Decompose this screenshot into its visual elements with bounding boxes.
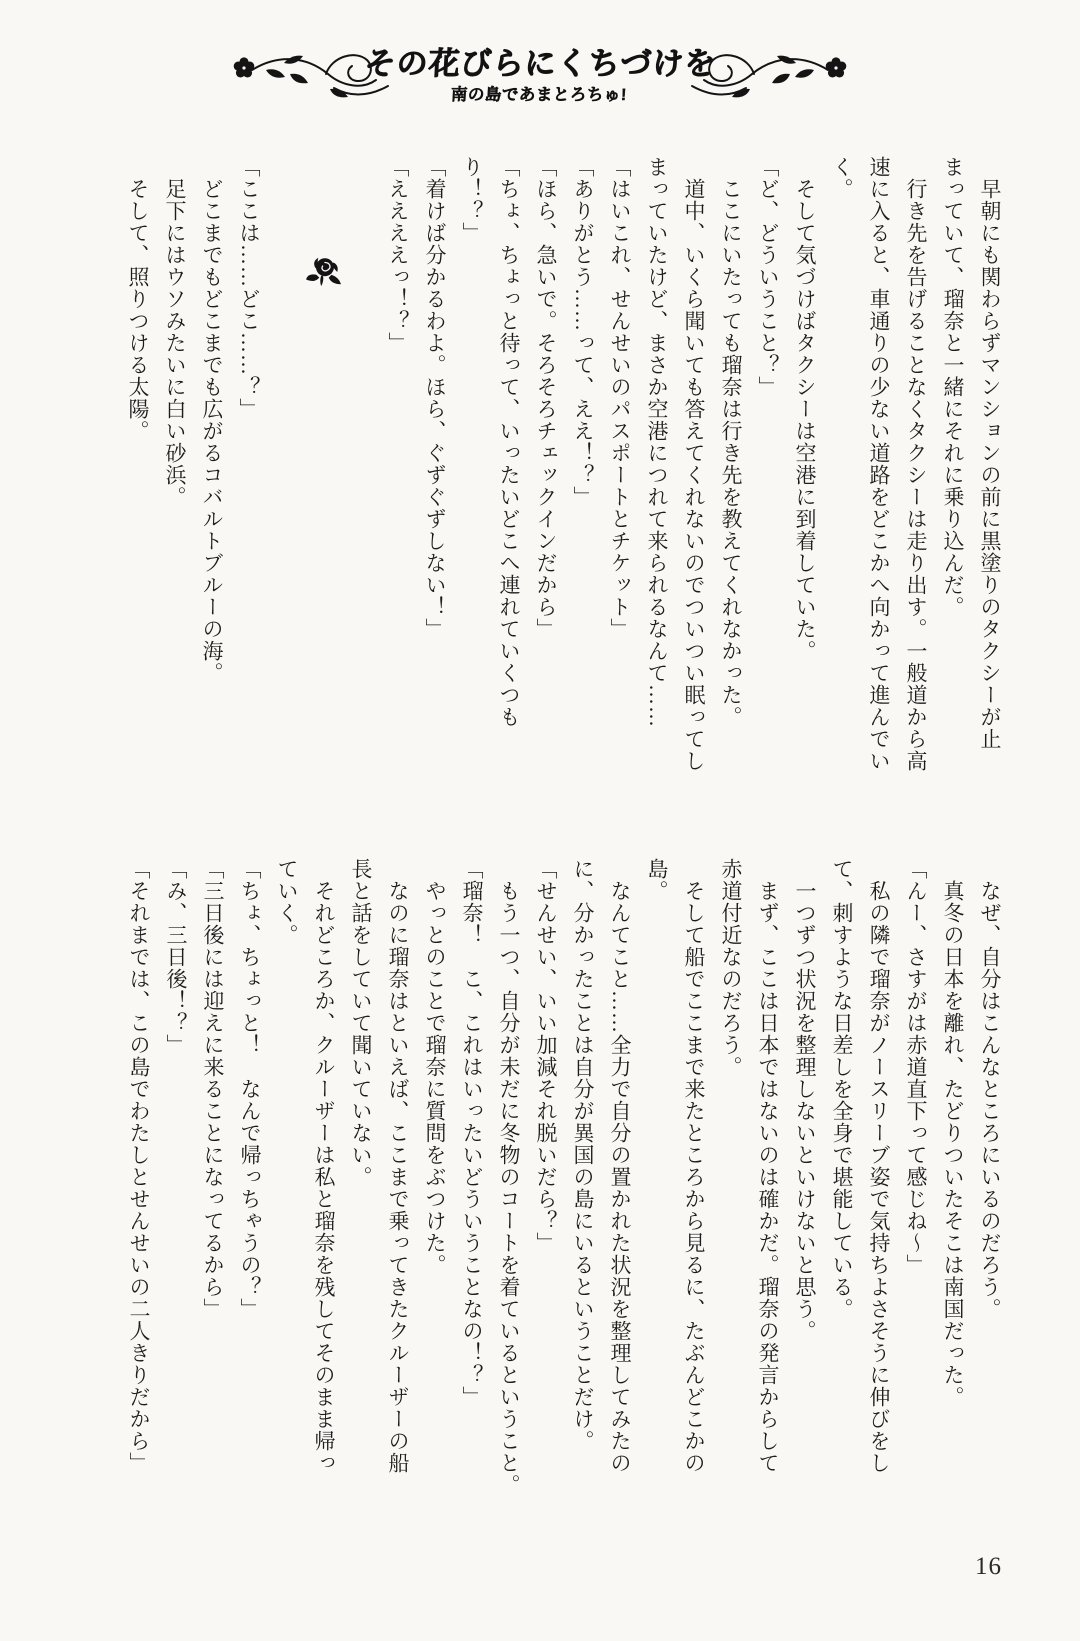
- text-line: そして気づけばタクシーは空港に到着していた。: [793, 178, 817, 662]
- text-line: 「ええええっ！？」: [386, 156, 410, 354]
- text-line: 「ここは……どこ……？」: [237, 156, 261, 420]
- text-line: まず、ここは日本ではないのは確かだ。瑠奈の発言からして: [756, 880, 780, 1474]
- text-line: なぜ、自分はこんなところにいるのだろう。: [978, 880, 1002, 1320]
- text-line: 赤道付近なのだろう。: [719, 858, 743, 1078]
- text-line: もう一つ、自分が未だに冬物のコートを着ているということ。: [497, 880, 521, 1496]
- rose-ornament-icon: [305, 254, 343, 288]
- text-line: 「ちょ、ちょっと！ なんで帰っちゃうの？」: [238, 858, 262, 1320]
- book-subtitle: 南の島であまとろちゅ!: [450, 85, 628, 104]
- text-line: 「み、三日後！？」: [164, 858, 188, 1056]
- bottom-text-block: [120, 858, 1008, 1523]
- text-line: 道中、いくら聞いても答えてくれないのでついつい眠ってし: [682, 178, 706, 772]
- text-line: 「三日後には迎えに来ることになってるから」: [201, 858, 225, 1320]
- text-line: ていく。: [275, 858, 299, 946]
- text-line: 「んー、さすがは赤道直下って感じね〜」: [904, 858, 928, 1276]
- text-line: やっとのことで瑠奈に質問をぶつけた。: [423, 880, 447, 1276]
- text-line: 「着けば分かるわよ。ほら、ぐずぐずしない！」: [423, 156, 447, 640]
- text-line: どこまでもどこまでも広がるコバルトブルーの海。: [200, 178, 224, 684]
- header: [0, 44, 1080, 108]
- text-line: ここにいたっても瑠奈は行き先を教えてくれなかった。: [719, 178, 743, 728]
- text-line: り！？」: [460, 156, 484, 244]
- text-line: まっていたけど、まさか空港につれて来られるなんて……: [645, 156, 669, 728]
- text-line: 一つずつ状況を整理しないといけないと思う。: [793, 880, 817, 1342]
- text-line: 「ど、どういうこと？」: [756, 156, 780, 398]
- page-number: 16: [975, 1553, 1002, 1580]
- text-line: 「はいこれ、せんせいのパスポートとチケット」: [608, 156, 632, 640]
- text-line: に、分かったことは自分が異国の島にいるということだけ。: [571, 858, 595, 1452]
- text-line: 島。: [645, 858, 669, 902]
- text-line: く。: [830, 156, 854, 200]
- text-line: 「それまでは、この島でわたしとせんせいの二人きりだから」: [127, 858, 151, 1474]
- text-line: 「せんせい、いい加減それ脱いだら？」: [534, 858, 558, 1254]
- text-line: て、刺すような日差しを全身で堪能している。: [830, 858, 854, 1320]
- text-line: 長と話をしていて聞いていない。: [349, 858, 373, 1188]
- text-line: 「瑠奈！ こ、これはいったいどういうことなの！？」: [460, 858, 484, 1408]
- text-line: 「ありがとう……って、ええ！？」: [571, 156, 595, 508]
- book-title-group: [363, 45, 718, 105]
- scene-break: [267, 156, 379, 801]
- series-title: その花びらにくちづけを: [363, 45, 718, 81]
- text-line: 行き先を告げることなくタクシーは走り出す。一般道から高: [904, 178, 928, 772]
- text-line: なんてこと……全力で自分の置かれた状況を整理してみたの: [608, 880, 632, 1474]
- text-line: 「ちょ、ちょっと待って、いったいどこへ連れていくつも: [497, 156, 521, 728]
- text-line: そして、照りつける太陽。: [126, 178, 150, 442]
- text-line: なのに瑠奈はといえば、ここまで乗ってきたクルーザーの船: [386, 880, 410, 1474]
- text-line: 真冬の日本を離れ、たどりついたそこは南国だった。: [941, 880, 965, 1408]
- text-line: 早朝にも関わらずマンションの前に黒塗りのタクシーが止: [978, 178, 1002, 750]
- text-line: 「ほら、急いで。そろそろチェックインだから」: [534, 156, 558, 640]
- text-line: 速に入ると、車通りの少ない道路をどこかへ向かって進んでい: [867, 156, 891, 772]
- text-line: 私の隣で瑠奈がノースリーブ姿で気持ちよさそうに伸びをし: [867, 880, 891, 1474]
- text-line: 足下にはウソみたいに白い砂浜。: [163, 178, 187, 508]
- top-text-block: [119, 156, 1008, 801]
- text-line: そして船でここまで来たところから見るに、たぶんどこかの: [682, 880, 706, 1474]
- text-line: まっていて、瑠奈と一緒にそれに乗り込んだ。: [941, 156, 965, 618]
- text-line: それどころか、クルーザーは私と瑠奈を残してそのまま帰っ: [312, 880, 336, 1474]
